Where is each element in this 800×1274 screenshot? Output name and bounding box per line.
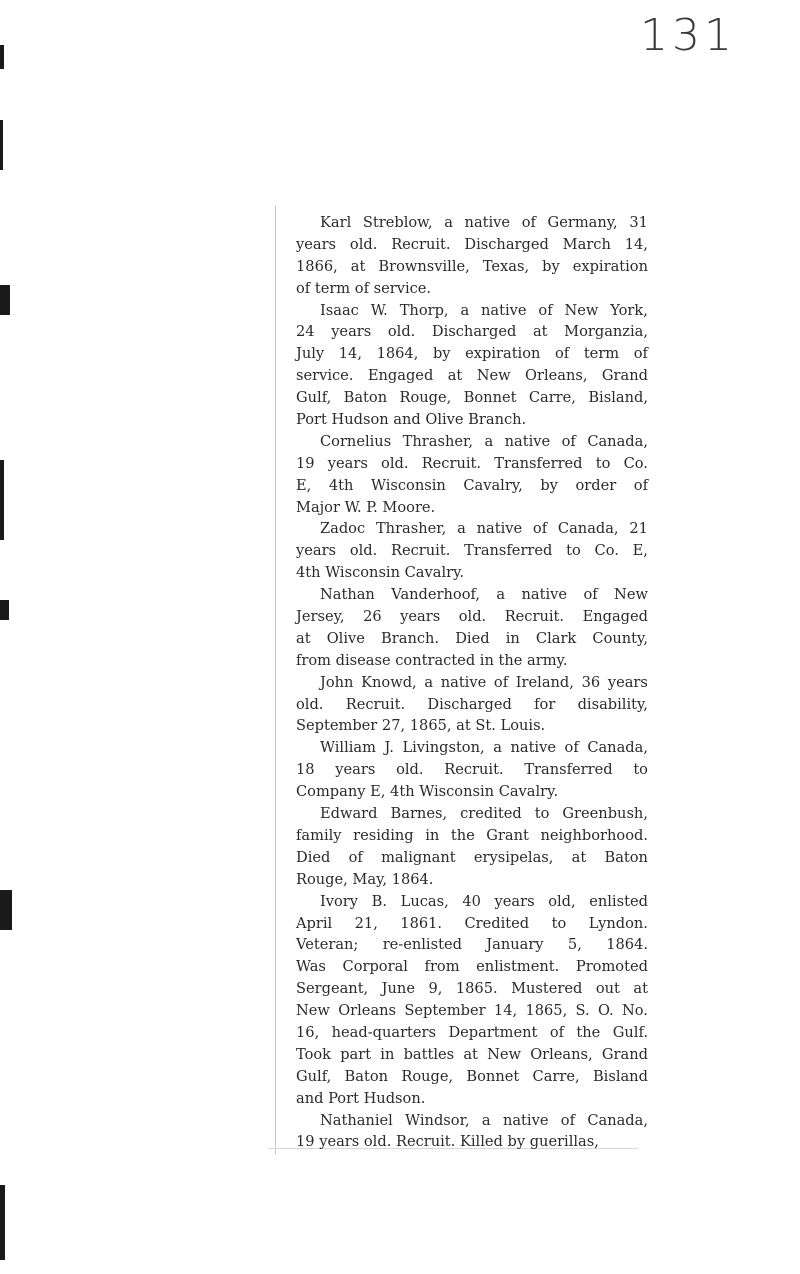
scan-edge-mark bbox=[0, 120, 3, 170]
text-line: William J. Livingston, a native of Canada, bbox=[320, 739, 648, 757]
scan-edge-mark bbox=[0, 890, 12, 930]
entry-edward-barnes bbox=[296, 803, 648, 891]
text-line: 1866, at Brownsville, Texas, by expiration bbox=[296, 257, 648, 275]
entry-william-livingston bbox=[296, 737, 648, 803]
text-line: years old. Recruit. Discharged March 14, bbox=[296, 235, 648, 253]
scan-edge-mark bbox=[0, 600, 9, 620]
text-line: Died of malignant erysipelas, at Baton bbox=[296, 848, 648, 866]
text-line: 18 years old. Recruit. Transferred to bbox=[296, 761, 648, 779]
text-line: Gulf, Baton Rouge, Bonnet Carre, Bisland bbox=[296, 1067, 648, 1085]
text-line: family residing in the Grant neighborhood. bbox=[296, 826, 648, 844]
entry-isaac-thorp bbox=[296, 300, 648, 431]
roster-article bbox=[296, 212, 648, 1153]
text-line: Was Corporal from enlistment. Promoted bbox=[296, 958, 648, 976]
text-line: old. Recruit. Discharged for disability, bbox=[296, 695, 648, 713]
entry-nathan-vanderhoof bbox=[296, 584, 648, 672]
text-line: Cornelius Thrasher, a native of Canada, bbox=[320, 432, 648, 450]
text-line: years old. Recruit. Transferred to Co. E, bbox=[296, 542, 648, 560]
text-line: September 27, 1865, at St. Louis. bbox=[296, 717, 546, 735]
text-line: Veteran; re-enlisted January 5, 1864. bbox=[296, 936, 648, 954]
scan-edge-mark bbox=[0, 460, 4, 540]
text-line: and Port Hudson. bbox=[296, 1089, 426, 1107]
scan-edge-mark bbox=[0, 45, 4, 69]
text-line: Edward Barnes, credited to Greenbush, bbox=[320, 805, 648, 823]
text-line: Jersey, 26 years old. Recruit. Engaged bbox=[296, 608, 648, 626]
text-line: 19 years old. Recruit. Killed by guerillas, bbox=[296, 1133, 599, 1151]
text-line: Sergeant, June 9, 1865. Mustered out at bbox=[296, 980, 648, 998]
text-line: Rouge, May, 1864. bbox=[296, 870, 434, 888]
text-line: Zadoc Thrasher, a native of Canada, 21 bbox=[320, 520, 648, 538]
scan-edge-mark bbox=[0, 1185, 5, 1260]
text-line: 24 years old. Discharged at Morganzia, bbox=[296, 323, 648, 341]
text-line: of term of service. bbox=[296, 279, 432, 297]
text-line: Nathan Vanderhoof, a native of New bbox=[320, 586, 648, 604]
text-line: Gulf, Baton Rouge, Bonnet Carre, Bisland, bbox=[296, 389, 648, 407]
text-line: E, 4th Wisconsin Cavalry, by order of bbox=[296, 476, 648, 494]
entry-ivory-lucas bbox=[296, 891, 648, 1110]
scan-edge-mark bbox=[0, 285, 10, 315]
entry-nathaniel-windsor bbox=[296, 1110, 648, 1154]
text-line: 4th Wisconsin Cavalry. bbox=[296, 564, 465, 582]
text-line: April 21, 1861. Credited to Lyndon. bbox=[296, 914, 648, 932]
text-line: Company E, 4th Wisconsin Cavalry. bbox=[296, 783, 559, 801]
text-line: John Knowd, a native of Ireland, 36 years bbox=[320, 673, 648, 691]
text-line: Nathaniel Windsor, a native of Canada, bbox=[320, 1111, 648, 1129]
entry-john-knowd bbox=[296, 672, 648, 738]
text-line: at Olive Branch. Died in Clark County, bbox=[296, 629, 648, 647]
text-line: Isaac W. Thorp, a native of New York, bbox=[320, 301, 648, 319]
text-line: Ivory B. Lucas, 40 years old, enlisted bbox=[320, 892, 648, 910]
entry-karl-streblow bbox=[296, 212, 648, 300]
text-line: Major W. P. Moore. bbox=[296, 498, 436, 516]
text-line: Port Hudson and Olive Branch. bbox=[296, 411, 527, 429]
text-line: July 14, 1864, by expiration of term of bbox=[296, 345, 648, 363]
text-line: from disease contracted in the army. bbox=[296, 651, 568, 669]
text-line: Karl Streblow, a native of Germany, 31 bbox=[320, 214, 648, 231]
text-line: 19 years old. Recruit. Transferred to Co. bbox=[296, 454, 648, 472]
entry-zadoc-thrasher bbox=[296, 518, 648, 584]
text-line: New Orleans September 14, 1865, S. O. No. bbox=[296, 1002, 648, 1020]
text-line: Took part in battles at New Orleans, Grand bbox=[296, 1045, 648, 1063]
text-line: service. Engaged at New Orleans, Grand bbox=[296, 367, 648, 385]
entry-cornelius-thrasher bbox=[296, 431, 648, 519]
text-line: 16, head-quarters Department of the Gulf. bbox=[296, 1023, 648, 1041]
page-number: 131 bbox=[640, 10, 736, 61]
